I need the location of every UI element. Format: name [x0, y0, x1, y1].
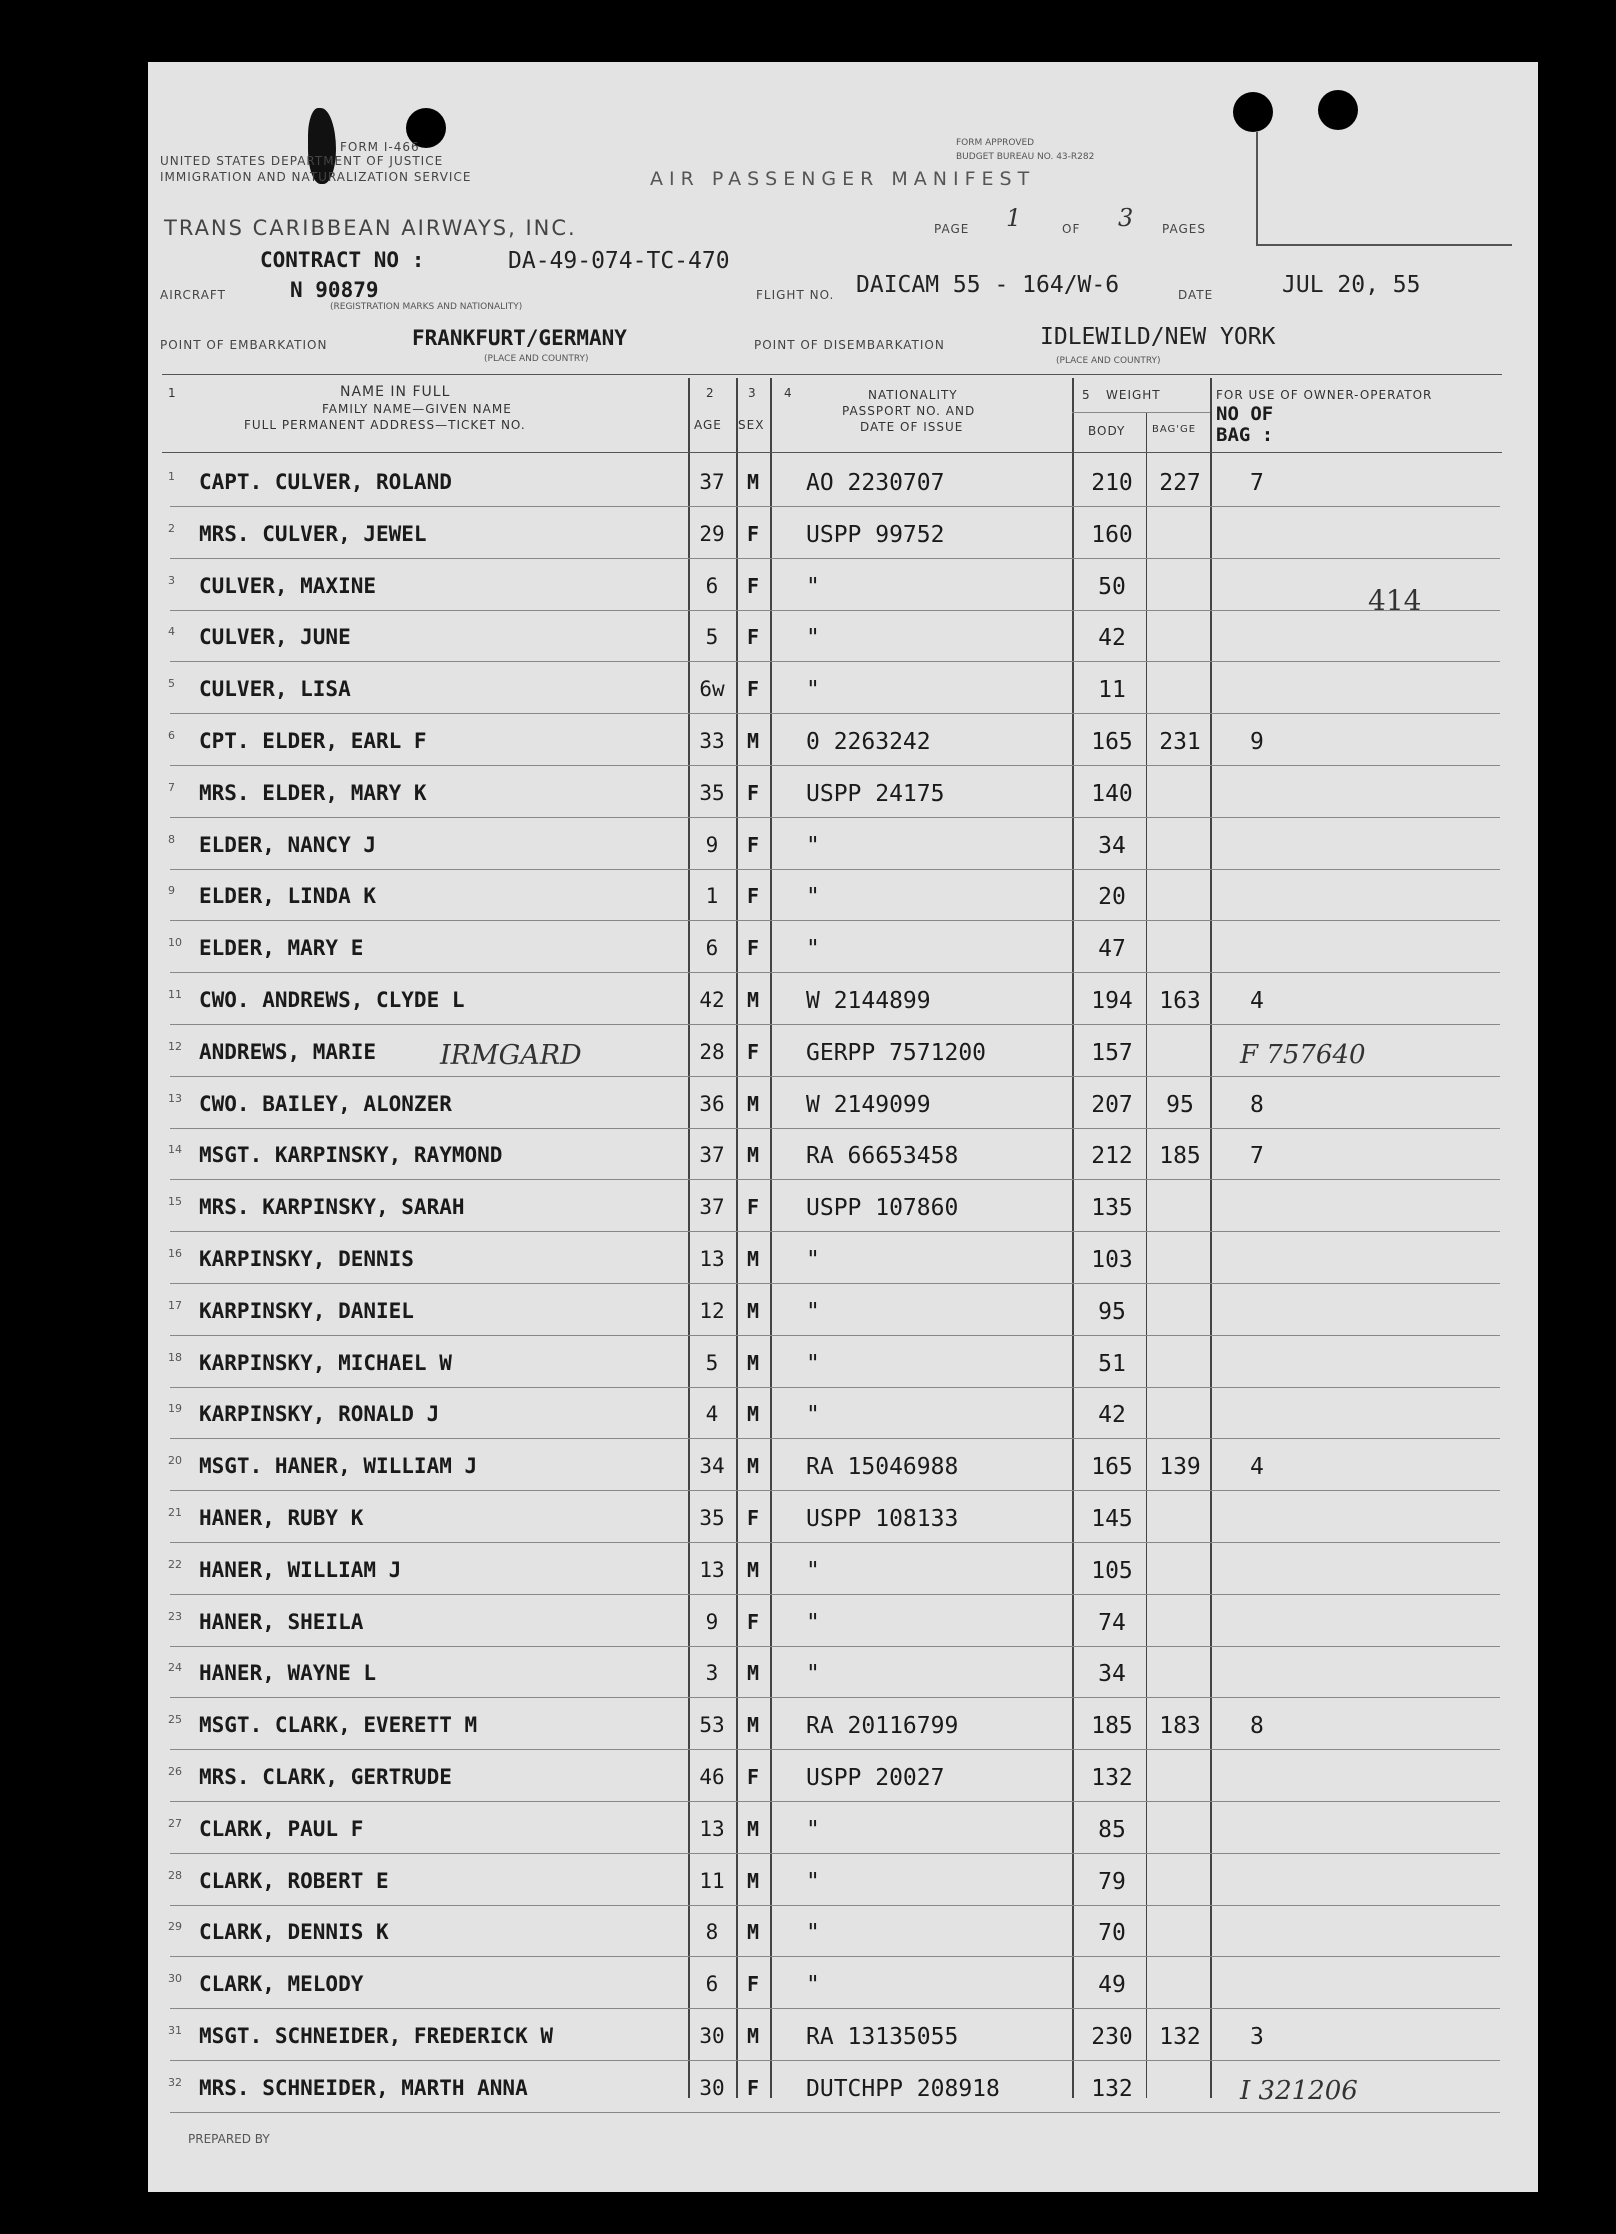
col-3-number: 3	[748, 386, 757, 400]
passenger-passport: "	[806, 1920, 820, 1947]
passenger-sex: F	[746, 1195, 760, 1220]
number-of-bags: 4	[1250, 988, 1264, 1014]
row-number: 12	[168, 1039, 182, 1053]
passenger-age: 36	[699, 1091, 725, 1116]
body-weight: 165	[1091, 729, 1133, 755]
passenger-sex: F	[746, 884, 760, 909]
passenger-sex: M	[746, 2024, 760, 2048]
passenger-name: CULVER, JUNE	[199, 625, 351, 650]
body-weight: 145	[1091, 1506, 1133, 1532]
punch-hole-right-1	[1233, 92, 1273, 132]
passenger-name: HANER, RUBY K	[199, 1506, 364, 1530]
row-number: 21	[168, 1506, 182, 1519]
col-nat-header-2: PASSPORT NO. AND	[842, 404, 976, 418]
passenger-sex: F	[746, 1506, 760, 1530]
passenger-passport: "	[806, 1661, 820, 1688]
body-weight: 51	[1098, 1350, 1126, 1377]
col-name-header-3: FULL PERMANENT ADDRESS—TICKET NO.	[244, 418, 526, 432]
agency-line-1: UNITED STATES DEPARTMENT OF JUSTICE	[160, 154, 444, 168]
passenger-passport: USPP 20027	[806, 1765, 945, 1791]
passenger-passport: "	[806, 1972, 820, 1999]
table-row	[0, 870, 1616, 922]
table-row	[0, 508, 1616, 560]
table-row	[0, 922, 1616, 974]
header-box-left	[1256, 132, 1258, 246]
table-row	[0, 1129, 1616, 1181]
passenger-sex: M	[746, 1298, 760, 1323]
body-weight: 165	[1091, 1454, 1133, 1481]
passenger-name: CLARK, DENNIS K	[199, 1920, 389, 1945]
passenger-passport: W 2144899	[806, 988, 931, 1014]
table-row	[0, 1544, 1616, 1596]
body-weight: 11	[1098, 677, 1126, 704]
passenger-name: KARPINSKY, DANIEL	[199, 1298, 414, 1323]
body-weight: 79	[1098, 1868, 1126, 1895]
baggage-weight: 139	[1159, 1454, 1201, 1481]
passenger-name: MRS. ELDER, MARY K	[199, 780, 427, 805]
passenger-name: MSGT. HANER, WILLIAM J	[199, 1454, 478, 1479]
number-of-bags: 3	[1250, 2024, 1264, 2050]
prepared-by-label: PREPARED BY	[188, 2132, 270, 2146]
column-header-top-rule	[162, 374, 1502, 375]
passenger-sex: F	[746, 1039, 760, 1064]
passenger-passport: RA 15046988	[806, 1454, 959, 1481]
passenger-sex: M	[746, 729, 760, 753]
table-row	[0, 2062, 1616, 2114]
table-row	[0, 1388, 1616, 1440]
table-row	[0, 1026, 1616, 1078]
passenger-passport: W 2149099	[806, 1091, 931, 1118]
number-of-bags: 7	[1250, 1143, 1264, 1170]
row-number: 20	[168, 1454, 182, 1468]
passenger-sex: M	[746, 1661, 760, 1686]
flight-number: DAICAM 55 - 164/W-6	[856, 272, 1120, 298]
passenger-name: CLARK, MELODY	[199, 1972, 364, 1997]
punch-hole-right-2	[1318, 90, 1358, 130]
passenger-passport: "	[806, 573, 820, 600]
passenger-age: 30	[699, 2024, 725, 2048]
passenger-age: 35	[699, 780, 725, 805]
body-weight: 230	[1091, 2024, 1133, 2050]
passenger-sex: F	[746, 1765, 760, 1789]
owner-operator-note: I 321206	[1240, 2075, 1358, 2106]
passenger-age: 46	[699, 1765, 725, 1789]
passenger-name: MSGT. SCHNEIDER, FREDERICK W	[199, 2024, 554, 2048]
passenger-sex: M	[746, 1557, 760, 1582]
passenger-sex: F	[746, 832, 760, 857]
passenger-name: KARPINSKY, DENNIS	[199, 1247, 414, 1271]
passenger-age: 30	[699, 2075, 725, 2100]
col-1-number: 1	[168, 386, 177, 400]
table-row	[0, 2010, 1616, 2062]
passenger-sex: F	[746, 573, 760, 598]
passenger-passport: "	[806, 1350, 820, 1377]
body-weight: 85	[1098, 1816, 1126, 1843]
passenger-sex: M	[746, 1402, 760, 1427]
passenger-name: MSGT. KARPINSKY, RAYMOND	[199, 1143, 503, 1168]
col-owner-header: FOR USE OF OWNER-OPERATOR	[1216, 388, 1433, 402]
aircraft-label: AIRCRAFT	[160, 288, 226, 302]
baggage-weight: 95	[1166, 1091, 1194, 1118]
table-row	[0, 1803, 1616, 1855]
passenger-sex: F	[746, 1609, 760, 1634]
passenger-age: 9	[705, 832, 719, 857]
margin-note: 414	[1368, 584, 1422, 617]
passenger-sex: F	[746, 780, 760, 805]
budget-bureau: BUDGET BUREAU NO. 43-R282	[956, 152, 1095, 162]
passenger-age: 34	[699, 1454, 725, 1479]
passenger-passport: "	[806, 1557, 820, 1584]
passenger-name: HANER, WAYNE L	[199, 1661, 377, 1686]
passenger-name: ELDER, MARY E	[199, 936, 364, 961]
baggage-weight: 163	[1159, 988, 1201, 1014]
row-number: 24	[168, 1661, 182, 1675]
table-row	[0, 1751, 1616, 1803]
body-weight: 34	[1098, 832, 1126, 859]
passenger-age: 6	[705, 936, 719, 961]
body-weight: 70	[1098, 1920, 1126, 1947]
passenger-name: CAPT. CULVER, ROLAND	[199, 470, 452, 494]
date-label: DATE	[1178, 288, 1214, 302]
passenger-age: 29	[699, 521, 725, 546]
passenger-age: 4	[705, 1402, 719, 1427]
passenger-name: CLARK, ROBERT E	[199, 1868, 389, 1893]
number-of-bags: 9	[1250, 729, 1264, 755]
body-weight: 105	[1091, 1557, 1133, 1584]
passenger-passport: "	[806, 884, 820, 911]
passenger-sex: F	[746, 677, 760, 702]
baggage-weight: 185	[1159, 1143, 1201, 1170]
body-weight: 49	[1098, 1972, 1126, 1999]
passenger-passport: "	[806, 936, 820, 963]
passenger-sex: M	[746, 1247, 760, 1271]
body-weight: 157	[1091, 1039, 1133, 1066]
passenger-name: MSGT. CLARK, EVERETT M	[199, 1713, 478, 1738]
table-row	[0, 1958, 1616, 2010]
passenger-passport: USPP 24175	[806, 780, 945, 807]
row-number: 17	[168, 1298, 182, 1312]
passenger-passport: "	[806, 677, 820, 704]
row-number: 32	[168, 2075, 182, 2089]
row-number: 27	[168, 1816, 182, 1830]
table-row	[0, 1596, 1616, 1648]
body-weight: 34	[1098, 1661, 1126, 1688]
passenger-sex: M	[746, 1454, 760, 1479]
passenger-passport: "	[806, 832, 820, 859]
passenger-age: 6w	[699, 677, 725, 702]
contract-label: CONTRACT NO :	[260, 248, 425, 272]
passenger-age: 9	[705, 1609, 719, 1634]
row-number: 6	[168, 729, 175, 742]
row-number: 3	[168, 573, 175, 587]
header-box-bottom	[1256, 244, 1512, 246]
flight-date: JUL 20, 55	[1282, 272, 1421, 298]
row-number: 26	[168, 1765, 182, 1778]
passenger-passport: AO 2230707	[806, 470, 945, 496]
passenger-sex: F	[746, 1972, 760, 1997]
passenger-name: CLARK, PAUL F	[199, 1816, 364, 1841]
row-number: 14	[168, 1143, 182, 1157]
passenger-passport: GERPP 7571200	[806, 1039, 987, 1066]
row-number: 5	[168, 677, 175, 691]
body-weight: 135	[1091, 1195, 1133, 1222]
disembarkation-value: IDLEWILD/NEW YORK	[1040, 324, 1276, 350]
flight-label: FLIGHT NO.	[756, 288, 835, 302]
number-of-bags: 8	[1250, 1713, 1264, 1740]
passenger-name: MRS. SCHNEIDER, MARTH ANNA	[199, 2075, 528, 2100]
body-weight: 210	[1091, 470, 1133, 496]
passenger-name: ELDER, LINDA K	[199, 884, 377, 909]
passenger-sex: M	[746, 1091, 760, 1116]
row-number: 30	[168, 1972, 182, 1986]
passenger-age: 37	[699, 1195, 725, 1220]
table-row	[0, 715, 1616, 767]
passenger-passport: DUTCHPP 208918	[806, 2075, 1000, 2102]
passenger-sex: M	[746, 1713, 760, 1738]
passenger-passport: "	[806, 1298, 820, 1325]
col-sex-header: SEX	[738, 418, 765, 432]
passenger-age: 53	[699, 1713, 725, 1738]
passenger-name: CWO. BAILEY, ALONZER	[199, 1091, 452, 1116]
row-number: 25	[168, 1713, 182, 1727]
passenger-passport: USPP 107860	[806, 1195, 959, 1222]
passenger-passport: "	[806, 1816, 820, 1843]
passenger-age: 28	[699, 1039, 725, 1064]
table-row	[0, 1647, 1616, 1699]
passenger-name: ANDREWS, MARIE	[199, 1039, 377, 1064]
passenger-name: CWO. ANDREWS, CLYDE L	[199, 988, 465, 1012]
table-row	[0, 974, 1616, 1026]
passenger-age: 42	[699, 988, 725, 1012]
row-number: 28	[168, 1868, 182, 1882]
baggage-weight: 183	[1159, 1713, 1201, 1740]
row-number: 1	[168, 470, 175, 483]
passenger-name: ELDER, NANCY J	[199, 832, 377, 857]
table-row	[0, 663, 1616, 715]
table-row	[0, 767, 1616, 819]
embarkation-note: (PLACE AND COUNTRY)	[484, 354, 589, 364]
disembarkation-label: POINT OF DISEMBARKATION	[754, 338, 945, 352]
row-number: 18	[168, 1350, 182, 1364]
row-number: 29	[168, 1920, 182, 1934]
col-name-header-2: FAMILY NAME—GIVEN NAME	[322, 402, 512, 416]
row-number: 9	[168, 884, 175, 898]
passenger-age: 13	[699, 1557, 725, 1582]
owner-operator-note: F 757640	[1240, 1039, 1366, 1070]
table-row	[0, 1078, 1616, 1130]
number-of-bags: 8	[1250, 1091, 1264, 1118]
row-number: 2	[168, 521, 175, 535]
col-nat-header-1: NATIONALITY	[868, 388, 958, 402]
passenger-age: 6	[705, 1972, 719, 1997]
passenger-age: 13	[699, 1816, 725, 1841]
page-label: PAGE	[934, 222, 970, 236]
row-number: 10	[168, 936, 182, 950]
col-5-number: 5	[1082, 388, 1091, 402]
passenger-age: 8	[705, 1920, 719, 1945]
table-row	[0, 1906, 1616, 1958]
passenger-age: 37	[699, 470, 725, 494]
row-number: 22	[168, 1557, 182, 1571]
row-number: 11	[168, 988, 182, 1001]
body-weight: 140	[1091, 780, 1133, 807]
page-of-label: OF	[1062, 222, 1081, 236]
passenger-sex: F	[746, 625, 760, 650]
number-of-bags: 4	[1250, 1454, 1264, 1481]
body-weight: 74	[1098, 1609, 1126, 1636]
page-number: 1	[1006, 204, 1022, 232]
passenger-passport: "	[806, 1868, 820, 1895]
handwritten-correction: IRMGARD	[440, 1039, 582, 1071]
passenger-name: KARPINSKY, RONALD J	[199, 1402, 440, 1427]
form-approved: FORM APPROVED	[956, 138, 1035, 148]
passenger-passport: USPP 99752	[806, 521, 945, 548]
table-row	[0, 1855, 1616, 1907]
body-weight: 42	[1098, 1402, 1126, 1429]
body-weight: 47	[1098, 936, 1126, 963]
passenger-passport: USPP 108133	[806, 1506, 959, 1532]
table-row	[0, 1233, 1616, 1285]
table-row	[0, 456, 1616, 508]
passenger-passport: "	[806, 625, 820, 652]
manifest-title: AIR PASSENGER MANIFEST	[650, 168, 1036, 190]
table-row	[0, 1337, 1616, 1389]
body-weight: 42	[1098, 625, 1126, 652]
disembarkation-note: (PLACE AND COUNTRY)	[1056, 356, 1161, 366]
body-weight: 95	[1098, 1298, 1126, 1325]
passenger-name: MRS. CLARK, GERTRUDE	[199, 1765, 452, 1789]
table-row	[0, 1181, 1616, 1233]
col-4-number: 4	[784, 386, 793, 400]
passenger-name: MRS. CULVER, JEWEL	[199, 521, 427, 546]
passenger-sex: M	[746, 470, 760, 494]
passenger-name: HANER, WILLIAM J	[199, 1557, 402, 1582]
row-number: 13	[168, 1091, 182, 1105]
row-number: 8	[168, 832, 175, 846]
body-weight: 194	[1091, 988, 1133, 1014]
col-weight-header: WEIGHT	[1106, 388, 1161, 402]
passenger-passport: "	[806, 1247, 820, 1273]
passenger-name: CPT. ELDER, EARL F	[199, 729, 427, 753]
body-weight: 20	[1098, 884, 1126, 911]
aircraft-note: (REGISTRATION MARKS AND NATIONALITY)	[330, 302, 523, 312]
passenger-age: 1	[705, 884, 719, 909]
passenger-age: 6	[705, 573, 719, 598]
agency-line-2: IMMIGRATION AND NATURALIZATION SERVICE	[160, 170, 472, 184]
passenger-passport: RA 20116799	[806, 1713, 959, 1740]
passenger-passport: "	[806, 1609, 820, 1636]
passenger-age: 33	[699, 729, 725, 753]
page-total: 3	[1118, 204, 1134, 232]
baggage-weight: 231	[1159, 729, 1201, 755]
passenger-sex: F	[746, 2075, 760, 2100]
table-row	[0, 1285, 1616, 1337]
passenger-age: 3	[705, 1661, 719, 1686]
passenger-name: CULVER, MAXINE	[199, 573, 377, 598]
table-row	[0, 611, 1616, 663]
row-number: 16	[168, 1247, 182, 1260]
col-name-header-1: NAME IN FULL	[340, 384, 451, 400]
body-weight: 185	[1091, 1713, 1133, 1740]
body-weight: 103	[1091, 1247, 1133, 1273]
body-weight: 212	[1091, 1143, 1133, 1170]
body-weight: 132	[1091, 2075, 1133, 2102]
passenger-passport: RA 66653458	[806, 1143, 959, 1170]
passenger-age: 37	[699, 1143, 725, 1168]
row-number: 23	[168, 1609, 182, 1623]
body-weight: 160	[1091, 521, 1133, 548]
col-2-number: 2	[706, 386, 715, 400]
row-number: 19	[168, 1402, 182, 1416]
col-no-of-bag-header: NO OF BAG :	[1216, 403, 1274, 446]
col-body-header: BODY	[1088, 424, 1126, 438]
embarkation-value: FRANKFURT/GERMANY	[412, 326, 627, 350]
passenger-age: 5	[705, 625, 719, 650]
table-row	[0, 1492, 1616, 1544]
passenger-sex: M	[746, 1350, 760, 1375]
passenger-name: MRS. KARPINSKY, SARAH	[199, 1195, 465, 1220]
aircraft-value: N 90879	[290, 278, 379, 302]
row-rule	[170, 2112, 1500, 2113]
pages-label: PAGES	[1162, 222, 1206, 236]
row-number: 4	[168, 625, 175, 639]
body-weight: 132	[1091, 1765, 1133, 1791]
passenger-sex: M	[746, 1920, 760, 1945]
rule-weight-sub	[1072, 412, 1210, 413]
table-row	[0, 819, 1616, 871]
passenger-name: KARPINSKY, MICHAEL W	[199, 1350, 452, 1375]
passenger-passport: 0 2263242	[806, 729, 931, 755]
passenger-passport: "	[806, 1402, 820, 1429]
airline-name: TRANS CARIBBEAN AIRWAYS, INC.	[164, 216, 577, 240]
passenger-sex: F	[746, 521, 760, 546]
passenger-sex: M	[746, 1143, 760, 1168]
number-of-bags: 7	[1250, 470, 1264, 496]
column-header-bottom-rule	[162, 452, 1502, 453]
baggage-weight: 132	[1159, 2024, 1201, 2050]
row-number: 7	[168, 780, 175, 794]
row-number: 31	[168, 2024, 182, 2037]
form-number: FORM I-466	[340, 140, 420, 154]
body-weight: 50	[1098, 573, 1126, 600]
passenger-passport: RA 13135055	[806, 2024, 959, 2050]
passenger-sex: F	[746, 936, 760, 961]
col-baggage-header: BAG'GE	[1152, 424, 1197, 435]
baggage-weight: 227	[1159, 470, 1201, 496]
col-age-header: AGE	[694, 418, 722, 432]
col-nat-header-3: DATE OF ISSUE	[860, 420, 964, 434]
passenger-age: 12	[699, 1298, 725, 1323]
body-weight: 207	[1091, 1091, 1133, 1118]
passenger-age: 13	[699, 1247, 725, 1271]
passenger-age: 5	[705, 1350, 719, 1375]
passenger-sex: M	[746, 1816, 760, 1841]
passenger-age: 35	[699, 1506, 725, 1530]
passenger-name: CULVER, LISA	[199, 677, 351, 702]
table-row	[0, 1699, 1616, 1751]
passenger-sex: M	[746, 1868, 760, 1893]
row-number: 15	[168, 1195, 182, 1209]
passenger-age: 11	[699, 1868, 725, 1893]
contract-number: DA-49-074-TC-470	[508, 248, 730, 274]
embarkation-label: POINT OF EMBARKATION	[160, 338, 328, 352]
passenger-name: HANER, SHEILA	[199, 1609, 364, 1634]
table-row	[0, 1440, 1616, 1492]
passenger-sex: M	[746, 988, 760, 1012]
